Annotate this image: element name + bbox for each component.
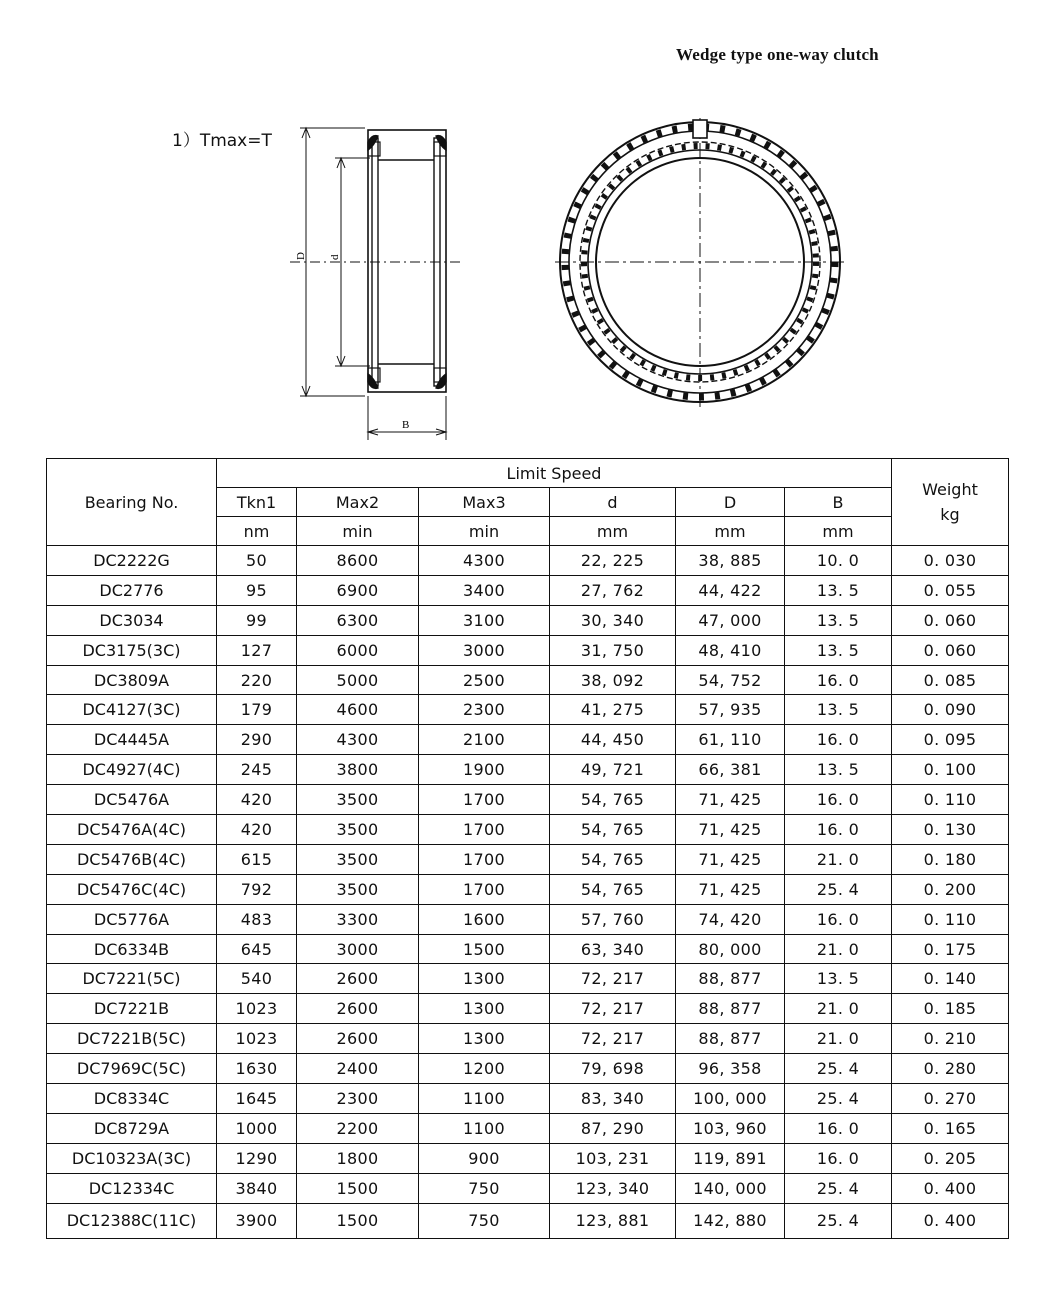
table-cell: 25. 4 <box>785 874 892 904</box>
header-col-0: Tkn1 <box>217 488 297 517</box>
bearing-no-cell: DC2222G <box>47 546 217 576</box>
table-cell: 54, 765 <box>550 844 676 874</box>
table-cell: 1290 <box>217 1143 297 1173</box>
table-cell: 2300 <box>419 695 550 725</box>
header-col-5: B <box>785 488 892 517</box>
table-cell: 1500 <box>297 1203 419 1238</box>
table-row <box>47 1113 1009 1143</box>
table-cell: 0. 140 <box>892 964 1009 994</box>
table-cell: 16. 0 <box>785 1113 892 1143</box>
table-cell: 119, 891 <box>676 1143 785 1173</box>
table-cell: 21. 0 <box>785 1024 892 1054</box>
table-cell: 0. 210 <box>892 1024 1009 1054</box>
table-cell: 179 <box>217 695 297 725</box>
table-cell: 645 <box>217 934 297 964</box>
table-cell: 88, 877 <box>676 1024 785 1054</box>
table-cell: 3500 <box>297 874 419 904</box>
table-cell: 3400 <box>419 575 550 605</box>
table-cell: 25. 4 <box>785 1173 892 1203</box>
table-cell: 57, 760 <box>550 904 676 934</box>
table-cell: 1200 <box>419 1054 550 1084</box>
table-cell: 61, 110 <box>676 725 785 755</box>
table-cell: 13. 5 <box>785 575 892 605</box>
bearing-no-cell: DC5476C(4C) <box>47 874 217 904</box>
table-cell: 13. 5 <box>785 964 892 994</box>
table-cell: 142, 880 <box>676 1203 785 1238</box>
table-cell: 1300 <box>419 1024 550 1054</box>
header-col-3: d <box>550 488 676 517</box>
table-cell: 1600 <box>419 904 550 934</box>
header-weight-label: Weight <box>922 480 978 499</box>
table-cell: 1300 <box>419 964 550 994</box>
table-cell: 0. 130 <box>892 815 1009 845</box>
table-row <box>47 844 1009 874</box>
table-cell: 44, 450 <box>550 725 676 755</box>
table-cell: 750 <box>419 1173 550 1203</box>
table-cell: 66, 381 <box>676 755 785 785</box>
page-title: Wedge type one-way clutch <box>676 45 879 64</box>
table-row <box>47 874 1009 904</box>
table-cell: 16. 0 <box>785 665 892 695</box>
table-cell: 123, 881 <box>550 1203 676 1238</box>
table-cell: 1023 <box>217 1024 297 1054</box>
ring-front-view <box>555 118 845 410</box>
table-row <box>47 546 1009 576</box>
table-cell: 72, 217 <box>550 1024 676 1054</box>
bearing-no-cell: DC3809A <box>47 665 217 695</box>
table-cell: 2100 <box>419 725 550 755</box>
table-cell: 0. 400 <box>892 1173 1009 1203</box>
table-cell: 50 <box>217 546 297 576</box>
table-cell: 4300 <box>297 725 419 755</box>
table-cell: 71, 425 <box>676 844 785 874</box>
table-cell: 750 <box>419 1203 550 1238</box>
bearing-no-cell: DC5476A(4C) <box>47 815 217 845</box>
table-row <box>47 994 1009 1024</box>
table-cell: 2300 <box>297 1084 419 1114</box>
table-cell: 83, 340 <box>550 1084 676 1114</box>
table-cell: 0. 180 <box>892 844 1009 874</box>
table-cell: 79, 698 <box>550 1054 676 1084</box>
header-unit-4: mm <box>676 517 785 546</box>
table-cell: 30, 340 <box>550 605 676 635</box>
table-row <box>47 1203 1009 1238</box>
table-cell: 54, 765 <box>550 785 676 815</box>
table-cell: 0. 270 <box>892 1084 1009 1114</box>
table-cell: 0. 110 <box>892 904 1009 934</box>
table-cell: 6000 <box>297 635 419 665</box>
table-cell: 54, 752 <box>676 665 785 695</box>
table-row <box>47 904 1009 934</box>
clutch-spec-table <box>46 458 1009 1239</box>
table-cell: 0. 185 <box>892 994 1009 1024</box>
table-cell: 420 <box>217 785 297 815</box>
bearing-no-cell: DC7221B <box>47 994 217 1024</box>
table-cell: 3840 <box>217 1173 297 1203</box>
table-row <box>47 1054 1009 1084</box>
table-cell: 74, 420 <box>676 904 785 934</box>
header-weight <box>892 459 1009 546</box>
header-weight-unit: kg <box>940 505 960 524</box>
table-cell: 3000 <box>297 934 419 964</box>
bearing-no-cell: DC5476A <box>47 785 217 815</box>
table-cell: 63, 340 <box>550 934 676 964</box>
table-cell: 0. 055 <box>892 575 1009 605</box>
table-cell: 1900 <box>419 755 550 785</box>
table-cell: 87, 290 <box>550 1113 676 1143</box>
bearing-no-cell: DC12388C(11C) <box>47 1203 217 1238</box>
table-cell: 13. 5 <box>785 605 892 635</box>
table-cell: 38, 885 <box>676 546 785 576</box>
table-cell: 38, 092 <box>550 665 676 695</box>
bearing-no-cell: DC7221(5C) <box>47 964 217 994</box>
bearing-no-cell: DC4927(4C) <box>47 755 217 785</box>
table-cell: 57, 935 <box>676 695 785 725</box>
table-cell: 48, 410 <box>676 635 785 665</box>
table-cell: 6300 <box>297 605 419 635</box>
table-cell: 1500 <box>419 934 550 964</box>
table-cell: 2600 <box>297 964 419 994</box>
bearing-no-cell: DC8334C <box>47 1084 217 1114</box>
table-row <box>47 755 1009 785</box>
table-cell: 71, 425 <box>676 785 785 815</box>
table-cell: 290 <box>217 725 297 755</box>
table-cell: 123, 340 <box>550 1173 676 1203</box>
table-row <box>47 695 1009 725</box>
bearing-no-cell: DC7221B(5C) <box>47 1024 217 1054</box>
table-cell: 1800 <box>297 1143 419 1173</box>
torque-formula: 1）Tmax=T <box>172 131 272 151</box>
table-cell: 22, 225 <box>550 546 676 576</box>
table-cell: 80, 000 <box>676 934 785 964</box>
table-cell: 0. 095 <box>892 725 1009 755</box>
table-row <box>47 1024 1009 1054</box>
table-cell: 6900 <box>297 575 419 605</box>
bearing-no-cell: DC2776 <box>47 575 217 605</box>
header-col-2: Max3 <box>419 488 550 517</box>
table-cell: 0. 400 <box>892 1203 1009 1238</box>
bearing-no-cell: DC3034 <box>47 605 217 635</box>
table-cell: 25. 4 <box>785 1054 892 1084</box>
table-cell: 1500 <box>297 1173 419 1203</box>
dim-label-D: D <box>295 252 307 260</box>
table-row <box>47 815 1009 845</box>
bearing-no-cell: DC4445A <box>47 725 217 755</box>
table-cell: 47, 000 <box>676 605 785 635</box>
table-row <box>47 575 1009 605</box>
table-cell: 792 <box>217 874 297 904</box>
table-cell: 1700 <box>419 874 550 904</box>
header-unit-1: min <box>297 517 419 546</box>
header-limit-speed: Limit Speed <box>217 459 892 488</box>
table-cell: 31, 750 <box>550 635 676 665</box>
table-cell: 21. 0 <box>785 934 892 964</box>
table-cell: 2200 <box>297 1113 419 1143</box>
bearing-no-cell: DC12334C <box>47 1173 217 1203</box>
table-row <box>47 1143 1009 1173</box>
table-cell: 88, 877 <box>676 964 785 994</box>
header-col-1: Max2 <box>297 488 419 517</box>
table-cell: 1100 <box>419 1113 550 1143</box>
table-row <box>47 785 1009 815</box>
table-cell: 21. 0 <box>785 994 892 1024</box>
table-cell: 2500 <box>419 665 550 695</box>
table-cell: 1100 <box>419 1084 550 1114</box>
table-cell: 3500 <box>297 844 419 874</box>
table-cell: 2600 <box>297 994 419 1024</box>
table-cell: 1300 <box>419 994 550 1024</box>
table-row <box>47 665 1009 695</box>
table-cell: 71, 425 <box>676 815 785 845</box>
table-cell: 103, 231 <box>550 1143 676 1173</box>
table-cell: 540 <box>217 964 297 994</box>
table-cell: 0. 280 <box>892 1054 1009 1084</box>
table-cell: 900 <box>419 1143 550 1173</box>
table-row <box>47 635 1009 665</box>
side-section-view <box>290 128 460 440</box>
table-cell: 0. 100 <box>892 755 1009 785</box>
table-row <box>47 964 1009 994</box>
bearing-no-cell: DC10323A(3C) <box>47 1143 217 1173</box>
table-cell: 21. 0 <box>785 844 892 874</box>
header-col-4: D <box>676 488 785 517</box>
bearing-no-cell: DC7969C(5C) <box>47 1054 217 1084</box>
table-cell: 1023 <box>217 994 297 1024</box>
table-cell: 0. 060 <box>892 635 1009 665</box>
table-cell: 99 <box>217 605 297 635</box>
table-cell: 1630 <box>217 1054 297 1084</box>
bearing-no-cell: DC5776A <box>47 904 217 934</box>
table-cell: 25. 4 <box>785 1203 892 1238</box>
dim-label-B: B <box>402 419 410 431</box>
bearing-no-cell: DC5476B(4C) <box>47 844 217 874</box>
table-row <box>47 605 1009 635</box>
table-cell: 72, 217 <box>550 994 676 1024</box>
bearing-no-cell: DC4127(3C) <box>47 695 217 725</box>
table-cell: 1000 <box>217 1113 297 1143</box>
header-unit-2: min <box>419 517 550 546</box>
table-row <box>47 1084 1009 1114</box>
table-cell: 96, 358 <box>676 1054 785 1084</box>
table-cell: 0. 060 <box>892 605 1009 635</box>
header-unit-3: mm <box>550 517 676 546</box>
table-cell: 0. 205 <box>892 1143 1009 1173</box>
bearing-no-cell: DC6334B <box>47 934 217 964</box>
table-cell: 1700 <box>419 785 550 815</box>
table-cell: 8600 <box>297 546 419 576</box>
table-cell: 2600 <box>297 1024 419 1054</box>
table-row <box>47 934 1009 964</box>
table-cell: 4600 <box>297 695 419 725</box>
table-cell: 3900 <box>217 1203 297 1238</box>
header-bearing-no: Bearing No. <box>47 459 217 546</box>
table-cell: 13. 5 <box>785 755 892 785</box>
table-cell: 1700 <box>419 844 550 874</box>
table-cell: 3500 <box>297 815 419 845</box>
dim-label-d: d <box>329 254 341 260</box>
table-cell: 16. 0 <box>785 725 892 755</box>
table-cell: 220 <box>217 665 297 695</box>
table-cell: 2400 <box>297 1054 419 1084</box>
table-cell: 3800 <box>297 755 419 785</box>
table-cell: 3500 <box>297 785 419 815</box>
table-cell: 127 <box>217 635 297 665</box>
table-cell: 0. 110 <box>892 785 1009 815</box>
table-row <box>47 725 1009 755</box>
table-cell: 0. 175 <box>892 934 1009 964</box>
table-cell: 25. 4 <box>785 1084 892 1114</box>
bearing-no-cell: DC3175(3C) <box>47 635 217 665</box>
header-unit-0: nm <box>217 517 297 546</box>
table-cell: 13. 5 <box>785 635 892 665</box>
table-cell: 16. 0 <box>785 815 892 845</box>
table-cell: 54, 765 <box>550 815 676 845</box>
table-cell: 245 <box>217 755 297 785</box>
table-cell: 3000 <box>419 635 550 665</box>
table-cell: 72, 217 <box>550 964 676 994</box>
table-cell: 16. 0 <box>785 785 892 815</box>
table-cell: 140, 000 <box>676 1173 785 1203</box>
table-cell: 41, 275 <box>550 695 676 725</box>
table-cell: 1700 <box>419 815 550 845</box>
table-cell: 5000 <box>297 665 419 695</box>
table-cell: 100, 000 <box>676 1084 785 1114</box>
table-cell: 10. 0 <box>785 546 892 576</box>
bearing-no-cell: DC8729A <box>47 1113 217 1143</box>
table-cell: 0. 200 <box>892 874 1009 904</box>
table-cell: 44, 422 <box>676 575 785 605</box>
technical-drawing <box>0 0 1060 455</box>
table-cell: 420 <box>217 815 297 845</box>
table-cell: 615 <box>217 844 297 874</box>
table-cell: 3300 <box>297 904 419 934</box>
table-cell: 0. 030 <box>892 546 1009 576</box>
table-cell: 1645 <box>217 1084 297 1114</box>
table-cell: 88, 877 <box>676 994 785 1024</box>
table-cell: 13. 5 <box>785 695 892 725</box>
table-cell: 3100 <box>419 605 550 635</box>
table-cell: 0. 090 <box>892 695 1009 725</box>
table-cell: 4300 <box>419 546 550 576</box>
table-cell: 483 <box>217 904 297 934</box>
table-cell: 49, 721 <box>550 755 676 785</box>
table-cell: 103, 960 <box>676 1113 785 1143</box>
table-cell: 54, 765 <box>550 874 676 904</box>
table-cell: 27, 762 <box>550 575 676 605</box>
header-unit-5: mm <box>785 517 892 546</box>
table-cell: 95 <box>217 575 297 605</box>
table-cell: 16. 0 <box>785 1143 892 1173</box>
table-row <box>47 1173 1009 1203</box>
table-cell: 0. 085 <box>892 665 1009 695</box>
table-cell: 0. 165 <box>892 1113 1009 1143</box>
table-cell: 16. 0 <box>785 904 892 934</box>
table-cell: 71, 425 <box>676 874 785 904</box>
